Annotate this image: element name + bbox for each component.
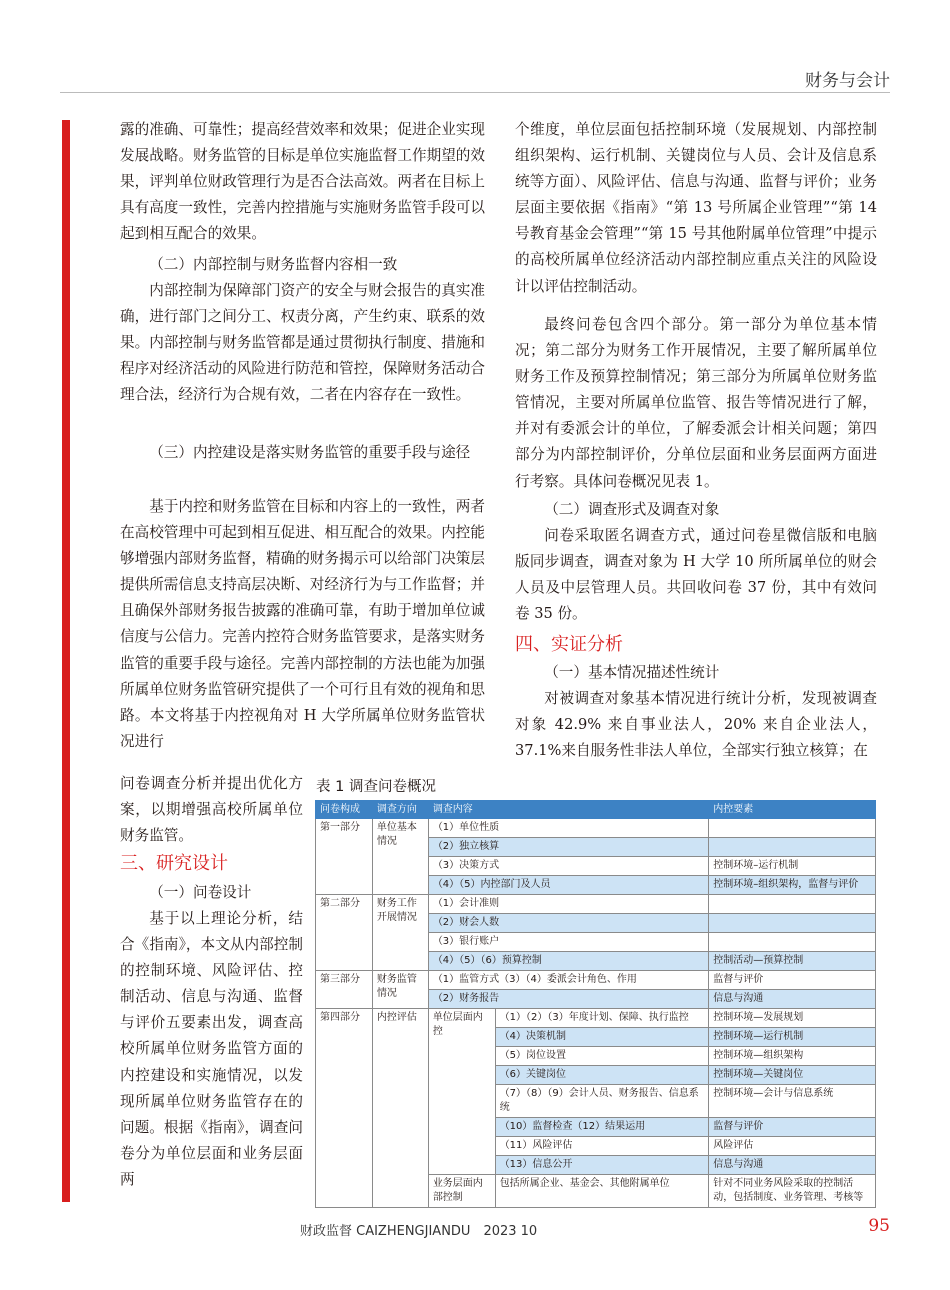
section-heading-4: 四、实证分析 <box>515 634 623 655</box>
left-paragraph-2: 内部控制为保障部门资产的安全与财会报告的真实准确，进行部门之间分工、权责分离，产生约束、联系的效果。内部控制与财务监管都是通过贯彻执行制度、措施和程序对经济活动的风险进行防范和管控，保障财务活动合理合法，经济行为合规有效，二者在内容存在一致性。 <box>120 282 485 404</box>
content-cell: （1）单位性质 <box>428 819 708 838</box>
content-cell: （1）（2）（3）年度计划、保障、执行监控 <box>495 1009 709 1028</box>
header-rule <box>60 92 890 93</box>
subheading-4-1: （一）基本情况描述性统计 <box>544 664 720 681</box>
right-paragraph-3: 问卷采取匿名调查方式，通过问卷星微信版和电脑版同步调查，调查对象为 H 大学 10 所所属单位的财会人员及中层管理人员。共回收问卷 37 份，其中有效问卷 35 份。 <box>515 527 877 623</box>
header-cell: 内控要素 <box>709 801 876 819</box>
direction-cell: 财务工作开展情况 <box>372 895 428 971</box>
sub-level-cell: 业务层面内部控制 <box>428 1175 495 1208</box>
content-cell: （1）会计准则 <box>428 895 708 914</box>
table-row <box>316 971 876 990</box>
left-paragraph-3: 基于内控和财务监管在目标和内容上的一致性，两者在高校管理中可起到相互促进、相互配合的效果。内控能够增强内部财务监督，精确的财务揭示可以给部门决策层提供所需信息支持高层决断、对经济行为与工作监督；并且确保外部财务报告披露的准确可靠，有助于增加单位诚信度与公信力。完善内控符合财务监管要求，是落实财务监管的重要手段与途径。完善内部控制的方法也能为加强所属单位财务监管研究提供了一个可行且有效的视角和思路。本文将基于内控视角对 H 大学所属单位财务监管状况进行 <box>120 498 485 750</box>
element-cell: 控制环境—运行机制 <box>709 1028 876 1047</box>
element-cell: 信息与沟通 <box>709 1156 876 1175</box>
content-cell: 包括所属企业、基金会、其他附属单位 <box>495 1175 709 1208</box>
part-cell: 第四部分 <box>316 1009 373 1208</box>
element-cell: 针对不同业务风险采取的控制活动，包括制度、业务管理、考核等 <box>709 1175 876 1208</box>
content-cell: （4）（5）（6）预算控制 <box>428 952 708 971</box>
element-cell <box>709 895 876 914</box>
questionnaire-table <box>315 800 876 1208</box>
sub-level-cell: 单位层面内控 <box>428 1009 495 1175</box>
content-cell: （6）关键岗位 <box>495 1066 709 1085</box>
red-margin-bar <box>62 120 70 1202</box>
table-title: 表 1 调查问卷概况 <box>316 779 436 795</box>
content-cell: （1）监管方式（3）（4）委派会计角色、作用 <box>428 971 708 990</box>
content-cell: （10）监督检查（12）结果运用 <box>495 1118 709 1137</box>
right-paragraph-1: 个维度，单位层面包括控制环境（发展规划、内部控制组织架构、运行机制、关键岗位与人员、会计及信息系统等方面）、风险评估、信息与沟通、监督与评价；业务层面主要依据《指南》“第 13 号所属企业管理”“第 14 号教育基金会管理”“第 15 号其他附属单位管理”中提示的高校所属单位经济活动内部控制应重点关注的风险设计以评估控制活动。 <box>515 121 877 295</box>
element-cell: 信息与沟通 <box>709 990 876 1009</box>
element-cell: 监督与评价 <box>709 1118 876 1137</box>
direction-cell: 财务监管情况 <box>372 971 428 1009</box>
direction-cell: 单位基本情况 <box>372 819 428 895</box>
element-cell: 控制环境—关键岗位 <box>709 1066 876 1085</box>
section-header: 财务与会计 <box>805 71 890 91</box>
journal-footer: 财政监督 CAIZHENGJIANDU 2023 10 <box>300 1224 538 1239</box>
element-cell <box>709 933 876 952</box>
element-cell: 风险评估 <box>709 1137 876 1156</box>
element-cell <box>709 838 876 857</box>
content-cell: （2）财会人数 <box>428 914 708 933</box>
left-paragraph-4: 基于以上理论分析，结合《指南》，本文从内部控制的控制环境、风险评估、控制活动、信息与沟通、监督与评价五要素出发，调查高校所属单位财务监管方面的内控建设和实施情况，以发现所属单位财务监管存在的问题。根据《指南》，调查问卷分为单位层面和业务层面两 <box>120 910 303 1188</box>
left-paragraph-3-cont: 问卷调查分析并提出优化方案，以期增强高校所属单位财务监管。 <box>120 775 303 845</box>
element-cell: 控制环境–运行机制 <box>709 857 876 876</box>
direction-cell: 内控评估 <box>372 1009 428 1208</box>
content-cell: （2）财务报告 <box>428 990 708 1009</box>
right-paragraph-2: 最终问卷包含四个部分。第一部分为单位基本情况；第二部分为财务工作开展情况，主要了解所属单位财务工作及预算控制情况；第三部分为所属单位财务监管情况，主要对所属单位监管、报告等情况进行了解，并对有委派会计的单位，了解委派会计相关问题；第四部分为内部控制评价，分单位层面和业务层面两方面进行考察。具体问卷概况见表 1。 <box>515 316 877 490</box>
page-number: 95 <box>868 1216 890 1236</box>
table-row <box>316 819 876 838</box>
element-cell: 控制活动—预算控制 <box>709 952 876 971</box>
table-row <box>316 895 876 914</box>
content-cell: （4）（5）内控部门及人员 <box>428 876 708 895</box>
element-cell <box>709 914 876 933</box>
content-cell: （11）风险评估 <box>495 1137 709 1156</box>
right-paragraph-4: 对被调查对象基本情况进行统计分析，发现被调查对象 42.9% 来自事业法人，20% 来自企业法人，37.1%来自服务性非法人单位，全部实行独立核算；在 <box>515 690 877 760</box>
header-cell: 调查内容 <box>428 801 708 819</box>
element-cell: 监督与评价 <box>709 971 876 990</box>
part-cell: 第一部分 <box>316 819 373 895</box>
element-cell: 控制环境—会计与信息系统 <box>709 1085 876 1118</box>
element-cell: 控制环境—组织架构 <box>709 1047 876 1066</box>
element-cell: 控制环境–组织架构，监督与评价 <box>709 876 876 895</box>
subheading-3-2: （二）调查形式及调查对象 <box>544 501 720 518</box>
content-cell: （2）独立核算 <box>428 838 708 857</box>
subheading-2-2: （二）内部控制与财务监督内容相一致 <box>149 256 398 273</box>
header-cell: 问卷构成 <box>316 801 373 819</box>
part-cell: 第三部分 <box>316 971 373 1009</box>
subheading-2-3: （三）内控建设是落实财务监管的重要手段与途径 <box>149 444 471 461</box>
subheading-3-1: （一）问卷设计 <box>149 884 252 901</box>
table-header-row <box>316 801 876 819</box>
content-cell: （7）（8）（9）会计人员、财务报告、信息系统 <box>495 1085 709 1118</box>
element-cell: 控制环境—发展规划 <box>709 1009 876 1028</box>
content-cell: （3）决策方式 <box>428 857 708 876</box>
element-cell <box>709 819 876 838</box>
left-paragraph-1: 露的准确、可靠性；提高经营效率和效果；促进企业实现发展战略。财务监管的目标是单位实施监督工作期望的效果，评判单位财政管理行为是否合法高效。两者在目标上具有高度一致性，完善内控措施与实施财务监管手段可以起到相互配合的效果。 <box>120 121 485 243</box>
content-cell: （4）决策机制 <box>495 1028 709 1047</box>
header-cell: 调查方向 <box>372 801 428 819</box>
content-cell: （13）信息公开 <box>495 1156 709 1175</box>
content-cell: （3）银行账户 <box>428 933 708 952</box>
section-heading-3: 三、研究设计 <box>120 853 228 874</box>
table-row <box>316 1009 876 1028</box>
part-cell: 第二部分 <box>316 895 373 971</box>
content-cell: （5）岗位设置 <box>495 1047 709 1066</box>
